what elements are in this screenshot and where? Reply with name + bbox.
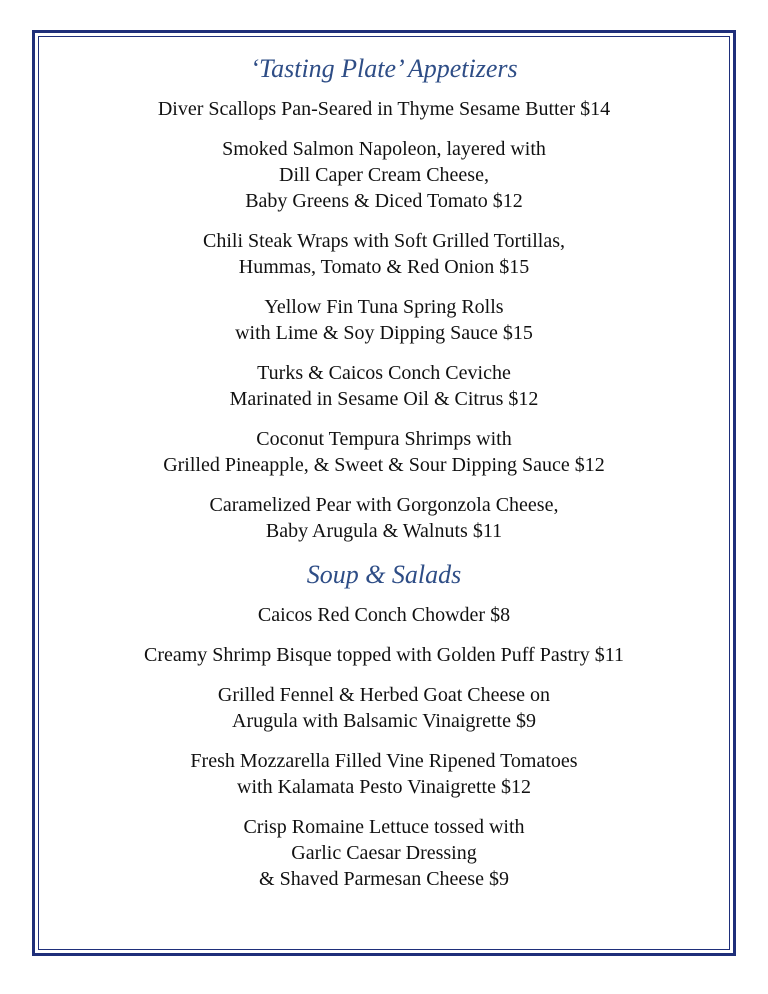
menu-item-chili-steak-wraps [40,228,728,280]
menu-item-smoked-salmon-napoleon [40,136,728,214]
menu-item-fennel-goat-cheese [40,682,728,734]
item-line: Garlic Caesar Dressing [291,842,477,864]
item-line: Arugula with Balsamic Vinaigrette $9 [232,710,536,732]
menu-item-conch-ceviche [40,360,728,412]
menu-item-mozzarella-tomatoes [40,748,728,800]
menu-item-tuna-spring-rolls [40,294,728,346]
item-line: with Lime & Soy Dipping Sauce $15 [235,322,533,344]
soup-salads-heading: Soup & Salads [306,560,462,589]
item-line: Chili Steak Wraps with Soft Grilled Tortillas, [202,230,566,252]
item-line: with Kalamata Pesto Vinaigrette $12 [237,776,531,798]
appetizers-heading: ‘Tasting Plate’ Appetizers [250,54,518,83]
item-line: Caramelized Pear with Gorgonzola Cheese, [209,494,559,516]
item-line: Baby Greens & Diced Tomato $12 [245,190,523,212]
menu-item-shrimp-bisque [40,642,728,668]
soup-salads-section [40,558,728,892]
item-line: Grilled Pineapple, & Sweet & Sour Dipping Sauce $12 [163,454,605,476]
item-line: Turks & Caicos Conch Ceviche [257,362,511,384]
item-line: Yellow Fin Tuna Spring Rolls [264,296,504,318]
item-line: Marinated in Sesame Oil & Citrus $12 [229,388,539,410]
item-line: Diver Scallops Pan-Seared in Thyme Sesame Butter $14 [157,98,611,120]
item-line: Crisp Romaine Lettuce tossed with [243,816,525,838]
item-line: Caicos Red Conch Chowder $8 [257,604,511,626]
item-line: Coconut Tempura Shrimps with [256,428,512,450]
item-line: & Shaved Parmesan Cheese $9 [259,868,509,890]
item-line: Fresh Mozzarella Filled Vine Ripened Tomatoes [190,750,578,772]
item-line: Hummas, Tomato & Red Onion $15 [238,256,530,278]
menu-item-diver-scallops [40,96,728,122]
menu-item-caramelized-pear [40,492,728,544]
menu-page [40,52,728,906]
menu-item-coconut-tempura-shrimps [40,426,728,478]
item-line: Baby Arugula & Walnuts $11 [265,520,503,542]
item-line: Grilled Fennel & Herbed Goat Cheese on [217,684,551,706]
item-line: Dill Caper Cream Cheese, [279,164,489,186]
item-line: Creamy Shrimp Bisque topped with Golden Puff Pastry $11 [144,644,624,666]
menu-item-conch-chowder [40,602,728,628]
appetizers-section [40,52,728,544]
item-line: Smoked Salmon Napoleon, layered with [222,138,546,160]
menu-item-romaine-caesar [40,814,728,892]
